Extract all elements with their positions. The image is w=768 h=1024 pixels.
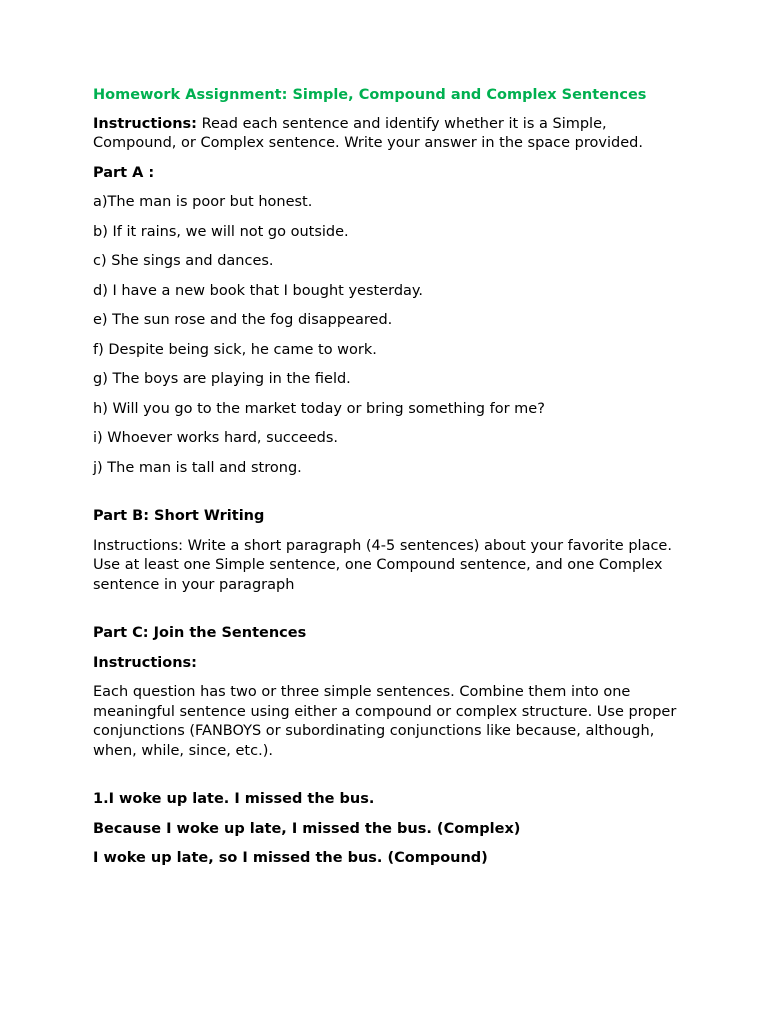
document-page xyxy=(93,86,683,879)
part-b-instructions: Instructions: Write a short paragraph (4-5 sentences) about your favorite place. Use at least one Simple sentence, one Compound sentence, and one Complex sentence in your paragraph xyxy=(93,537,672,593)
instructions-text: Read each sentence and identify whether it is a Simple, Compound, or Complex sentence. Write your answer in the space provided. xyxy=(93,115,643,151)
example-question: 1.I woke up late. I missed the bus. xyxy=(93,791,375,807)
list-item: d) I have a new book that I bought yesterday. xyxy=(93,282,424,299)
instructions-label: Instructions: xyxy=(93,115,197,132)
part-c-heading: Part C: Join the Sentences xyxy=(93,625,307,641)
document-title: Homework Assignment: Simple, Compound and Complex Sentences xyxy=(93,87,647,103)
list-item: a)The man is poor but honest. xyxy=(93,194,313,210)
list-item: f) Despite being sick, he came to work. xyxy=(93,341,377,358)
part-c-instructions: Each question has two or three simple sentences. Combine them into one meaningful sentence using either a compound or complex structure. Use proper conjunctions (FANBOYS or subordinating conjunctions like because, although, when, while, since, etc.). xyxy=(93,684,677,759)
list-item: e) The sun rose and the fog disappeared. xyxy=(93,312,393,328)
part-c-instructions-label: Instructions: xyxy=(93,654,197,671)
part-b-heading: Part B: Short Writing xyxy=(93,508,265,524)
example-answer-compound: I woke up late, so I missed the bus. (Compound) xyxy=(93,850,488,866)
instructions-paragraph xyxy=(93,115,683,154)
list-item: j) The man is tall and strong. xyxy=(93,459,302,476)
list-item: g) The boys are playing in the field. xyxy=(93,371,351,387)
list-item: i) Whoever works hard, succeeds. xyxy=(93,430,339,446)
part-a-list xyxy=(93,193,683,478)
list-item: h) Will you go to the market today or bring something for me? xyxy=(93,400,545,417)
list-item: b) If it rains, we will not go outside. xyxy=(93,223,349,240)
list-item: c) She sings and dances. xyxy=(93,253,274,269)
part-a-heading: Part A : xyxy=(93,164,155,181)
example-answer-complex: Because I woke up late, I missed the bus. (Complex) xyxy=(93,820,521,837)
